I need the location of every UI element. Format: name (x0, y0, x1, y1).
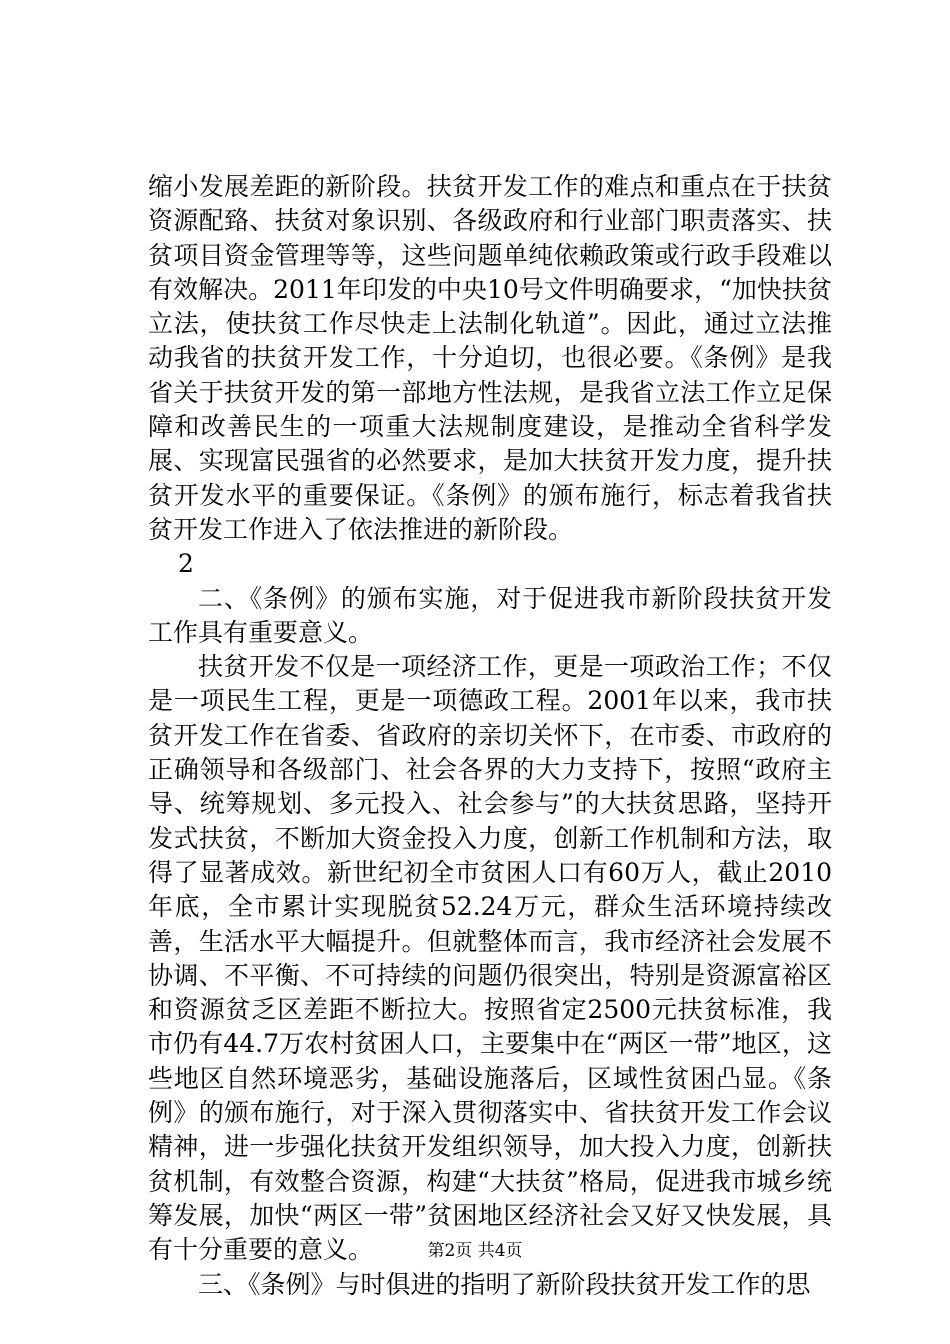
section-heading-three: 三、《条例》与时俱进的指明了新阶段扶贫开发工作的思 (198, 1269, 811, 1299)
paragraph-poverty-alleviation: 扶贫开发不仅是一项经济工作，更是一项政治工作；不仅是一项民生工程，更是一项德政工程。2001年以来，我市扶贫开发工作在省委、省政府的亲切关怀下，在市委、市政府的正确领导和各级部门、社会各界的大力支持下，按照“政府主导、统筹规划、多元投入、社会参与”的大扶贫思路，坚持开发式扶贫，不断加大资金投入力度，创新工作机制和方法，取得了显著成效。新世纪初全市贫困人口有60万人，截止2010年底，全市累计实现脱贫52.24万元，群众生活环境持续改善，生活水平大幅提升。但就整体而言，我市经济社会发展不协调、不平衡、不可持续的问题仍很突出，特别是资源富裕区和资源贫乏区差距不断拉大。按照省定2500元扶贫标准，我市仍有44.7万农村贫困人口，主要集中在“两区一带”地区，这些地区自然环境恶劣，基础设施落后，区域性贫困凸显。《条例》的颁布施行，对于深入贯彻落实中、省扶贫开发工作会议精神，进一步强化扶贫开发组织领导，加大投入力度，创新扶贫机制，有效整合资源，构建“大扶贫”格局，促进我市城乡统筹发展，加快“两区一带”贫困地区经济社会又好又快发展，具有十分重要的意义。 (148, 652, 832, 1265)
paragraph-continued: 缩小发展差距的新阶段。扶贫开发工作的难点和重点在于扶贫资源配臵、扶贫对象识别、各级政府和行业部门职责落实、扶贫项目资金管理等等，这些问题单纯依赖政策或行政手段难以有效解决。2011年印发的中央10号文件明确要求，“加快扶贫立法，使扶贫工作尽快走上法制化轨道”。因此，通过立法推动我省的扶贫开发工作，十分迫切，也很必要。《条例》是我省关于扶贫开发的第一部地方性法规，是我省立法工作立足保障和改善民生的一项重大法规制度建设，是推动全省科学发展、实现富民强省的必然要求，是加大扶贫开发力度，提升扶贫开发水平的重要保证。《条例》的颁布施行，标志着我省扶贫开发工作进入了依法推进的新阶段。 (148, 172, 832, 544)
document-body (148, 170, 832, 1302)
section-heading-two: 二、《条例》的颁布实施，对于促进我市新阶段扶贫开发工作具有重要意义。 (148, 583, 832, 647)
inline-page-number: 2 (178, 549, 194, 579)
page-footer: 第2页 共4页 (427, 1241, 523, 1261)
